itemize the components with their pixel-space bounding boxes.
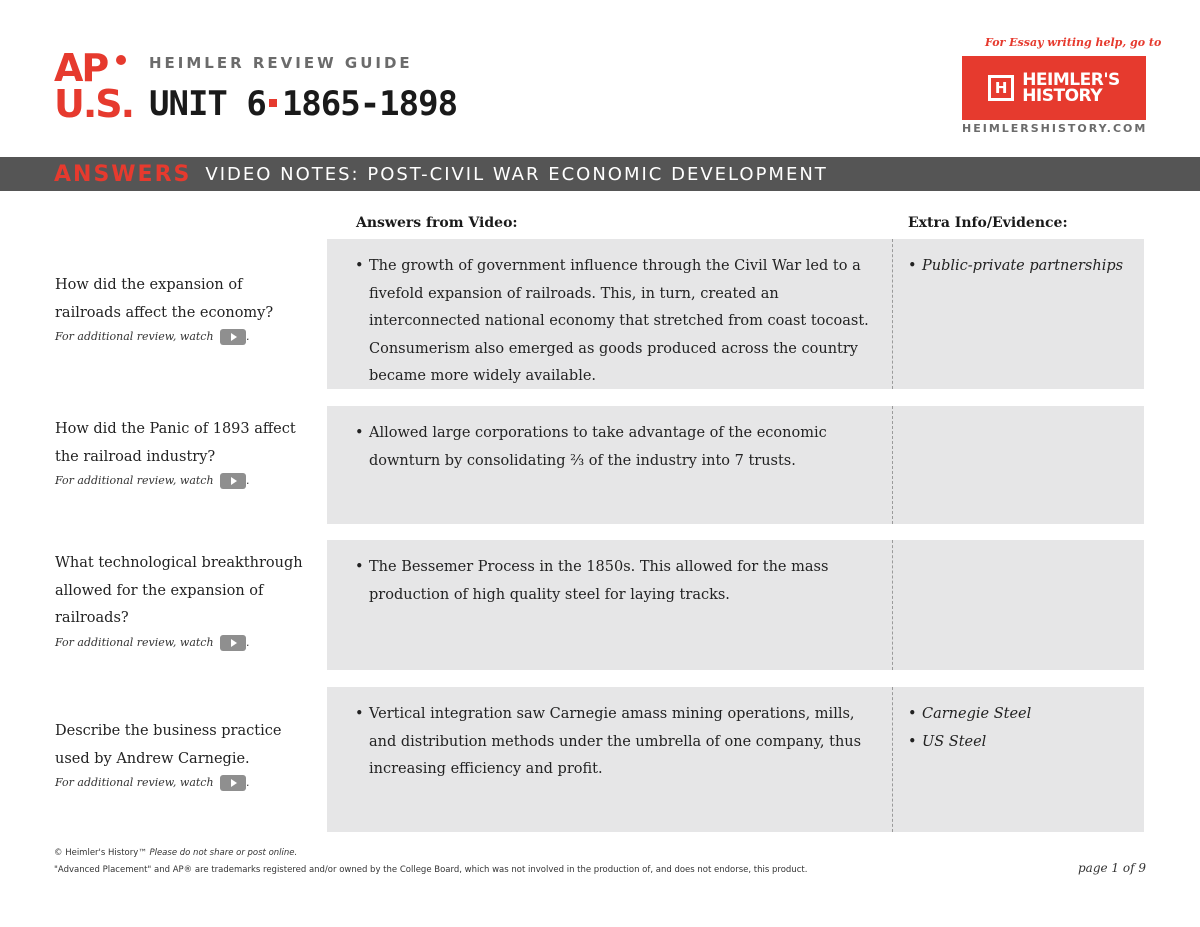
essay-help-text: For Essay writing help, go to [985, 36, 1162, 49]
answer-box-4 [327, 687, 1144, 832]
ap-logo-dot [116, 55, 126, 65]
extra-item: Carnegie Steel [922, 706, 1032, 722]
answer-3 [355, 554, 875, 609]
answer-box-3 [327, 540, 1144, 670]
review-text: For additional review, watch [55, 776, 214, 789]
brand-name-line1: HEIMLER'S [1022, 70, 1120, 90]
extra-4 [908, 701, 1128, 756]
footer-copyright [54, 848, 297, 858]
extra-item: Public-private partnerships [922, 258, 1124, 274]
share-notice: Please do not share or post online. [149, 848, 298, 858]
column-divider [892, 239, 893, 389]
review-link: For additional review, watch . [55, 776, 250, 789]
column-divider [892, 687, 893, 832]
question-text: Describe the business practice used by Andrew Carnegie. [55, 723, 282, 767]
footer-trademark: "Advanced Placement" and AP® are trademarks registered and/or owned by the College Board, which was not involved in the production of, and does not endorse, this product. [54, 865, 808, 875]
brand-name [1022, 72, 1120, 104]
ap-logo-line2: U.S. [54, 82, 134, 126]
question-2 [55, 416, 305, 491]
question-text: How did the expansion of railroads affect the economy? [55, 277, 274, 321]
page-number: page 1 of 9 [1078, 861, 1146, 875]
bullet-icon: • [355, 706, 364, 722]
title-bar [0, 157, 1200, 191]
play-video-icon[interactable] [220, 329, 246, 345]
answer-text: The growth of government influence through the Civil War led to a fivefold expansion of railroads. This, in turn, created an interconnected national economy that stretched from coast tocoast. Consumerism also emerged as goods produced across the country became more widely available. [369, 258, 869, 384]
ap-us-logo [54, 46, 134, 126]
answer-box-1 [327, 239, 1144, 389]
bullet-icon: • [908, 733, 917, 750]
bullet-icon: • [908, 706, 917, 722]
question-4 [55, 718, 305, 793]
review-text: For additional review, watch [55, 330, 214, 343]
ap-logo-line1: AP [54, 46, 108, 90]
answer-4 [355, 701, 875, 784]
answer-text: The Bessemer Process in the 1850s. This allowed for the mass production of high quality steel for laying tracks. [369, 559, 829, 603]
question-text: What technological breakthrough allowed for the expansion of railroads? [55, 555, 303, 626]
answer-text: Allowed large corporations to take advantage of the economic downturn by consolidating ⅔ of the industry into 7 trusts. [369, 425, 827, 469]
extra-column-header: Extra Info/Evidence: [908, 215, 1068, 231]
question-text: How did the Panic of 1893 affect the railroad industry? [55, 421, 296, 465]
bullet-icon: • [908, 258, 917, 274]
notes-title: VIDEO NOTES: POST-CIVIL WAR ECONOMIC DEVELOPMENT [205, 163, 828, 185]
heimlers-h-icon: H [988, 75, 1014, 101]
copyright-text: © Heimler's History™ [54, 848, 147, 858]
column-divider [892, 540, 893, 670]
answer-text: Vertical integration saw Carnegie amass mining operations, mills, and distribution methods under the umbrella of one company, thus increasing efficiency and profit. [369, 706, 862, 777]
brand-url-link[interactable]: HEIMLERSHISTORY.COM [962, 122, 1148, 135]
review-link: For additional review, watch . [55, 474, 250, 487]
bullet-icon: • [355, 425, 364, 441]
play-video-icon[interactable] [220, 635, 246, 651]
review-text: For additional review, watch [55, 635, 214, 649]
answer-2 [355, 420, 875, 475]
bullet-icon: • [355, 559, 364, 575]
answer-1 [355, 253, 875, 391]
column-divider [892, 406, 893, 524]
unit-label: UNIT 6 [149, 84, 266, 124]
review-text: For additional review, watch [55, 474, 214, 487]
play-video-icon[interactable] [220, 775, 246, 791]
extra-item: US Steel [922, 733, 987, 750]
bullet-icon: • [355, 258, 364, 274]
review-link: For additional review, watch . [55, 330, 250, 343]
review-link: For additional review, watch . [55, 635, 250, 649]
guide-label: HEIMLER REVIEW GUIDE [149, 54, 413, 72]
play-video-icon[interactable] [220, 473, 246, 489]
unit-separator [269, 99, 277, 107]
answers-column-header: Answers from Video: [356, 215, 518, 231]
brand-name-line2: HISTORY [1022, 86, 1103, 106]
question-3 [55, 550, 305, 653]
unit-title [149, 84, 457, 124]
question-1 [55, 272, 305, 347]
extra-1 [908, 253, 1128, 281]
answers-label: ANSWERS [54, 161, 192, 187]
heimlers-history-logo[interactable] [962, 56, 1146, 120]
unit-years: 1865-1898 [281, 84, 458, 124]
answer-box-2 [327, 406, 1144, 524]
